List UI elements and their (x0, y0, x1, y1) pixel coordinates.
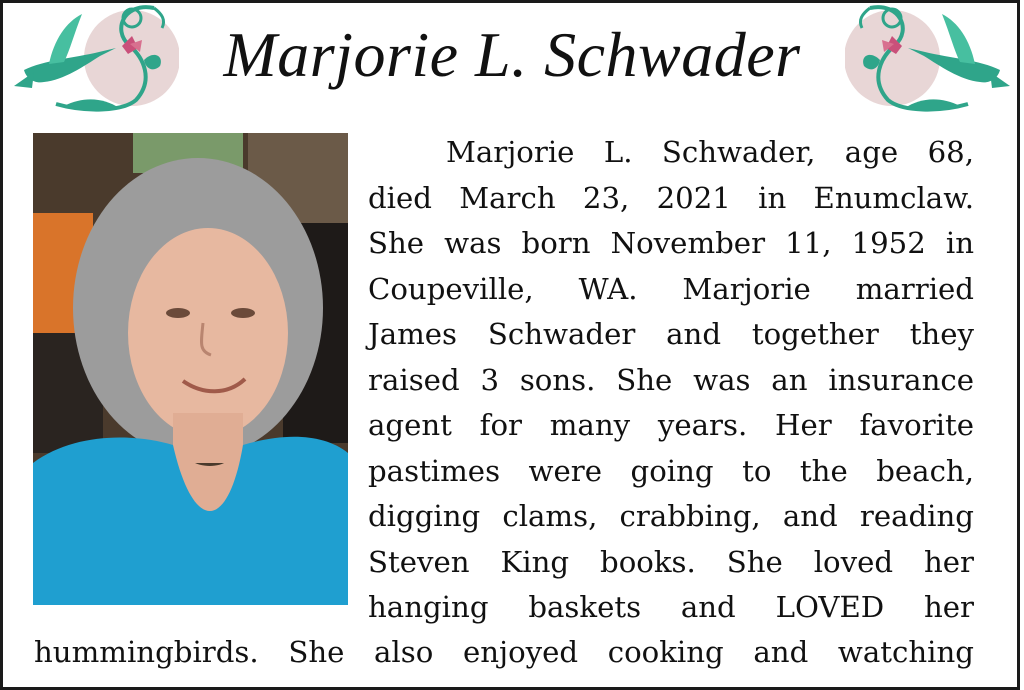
obituary-body (368, 130, 974, 631)
body-line-full-width: hummingbirds. She also enjoyed cooking and watching (34, 635, 974, 669)
body-line: James Schwader and together they (368, 317, 974, 351)
body-line: hanging baskets and LOVED her (368, 590, 974, 624)
obituary-title: Marjorie L. Schwader (223, 19, 801, 90)
body-line: agent for many years. Her favorite (368, 408, 974, 442)
body-line: Marjorie L. Schwader, age 68, (446, 135, 974, 169)
body-line: digging clams, crabbing, and reading (368, 499, 974, 533)
body-line: She was born November 11, 1952 in (368, 226, 974, 260)
body-line: died March 23, 2021 in Enumclaw. (368, 180, 974, 215)
body-line: pastimes were going to the beach, (368, 453, 974, 488)
body-line: Coupeville, WA. Marjorie married (368, 271, 974, 306)
body-line: raised 3 sons. She was an insurance (368, 362, 974, 397)
body-line: Steven King books. She loved her (368, 544, 974, 579)
portrait-photo (33, 133, 348, 605)
